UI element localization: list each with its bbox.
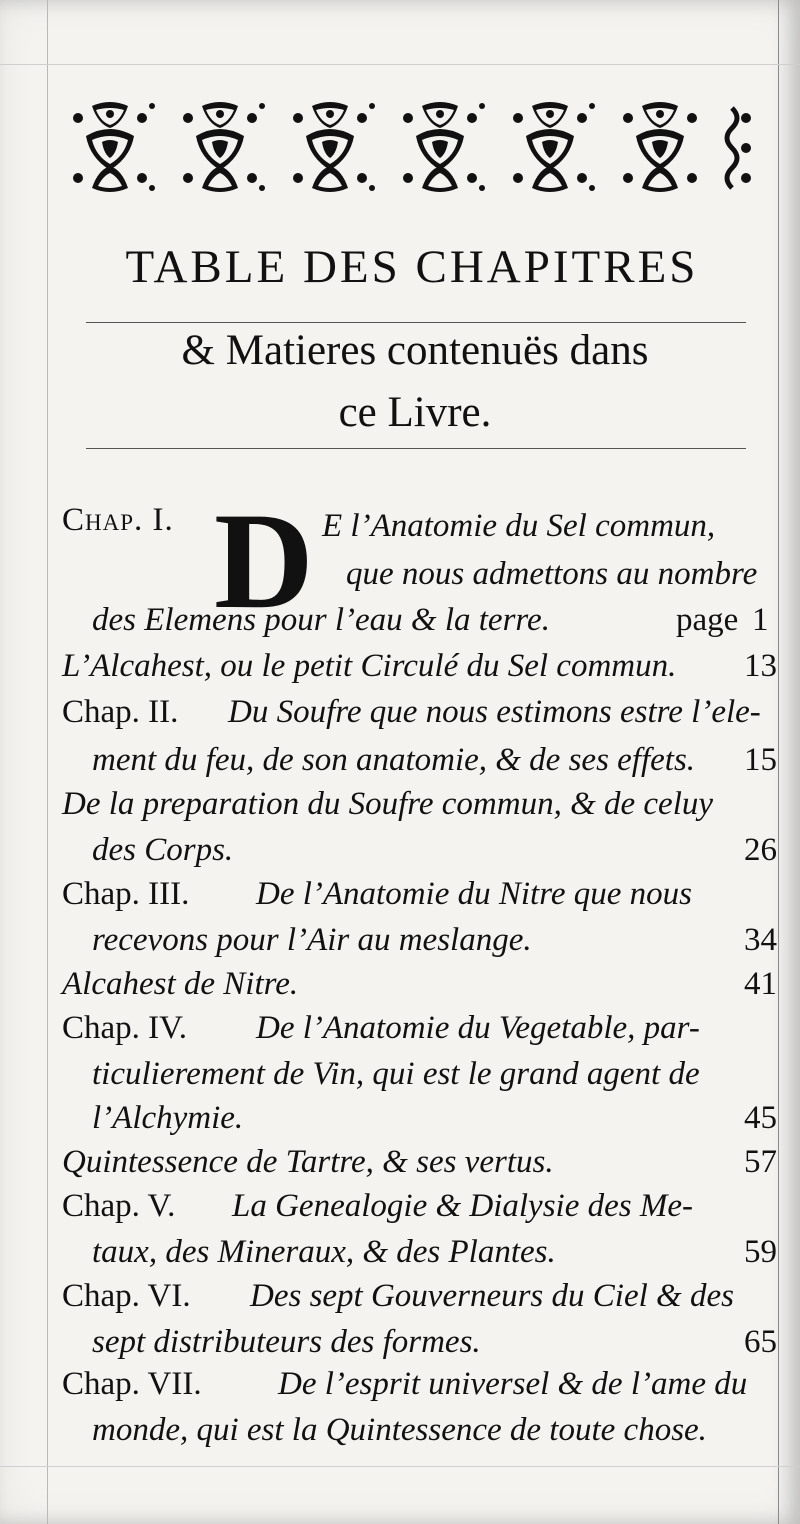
page-number: 45: [744, 1100, 777, 1136]
page-number: 1: [752, 602, 769, 638]
margin-rule-right: [778, 0, 779, 1524]
chapter-label: Chap. II.: [62, 694, 179, 730]
entry-text: Alcahest de Nitre.: [62, 966, 299, 1002]
margin-rule-top: [0, 64, 800, 65]
entry-text: ticulierement de Vin, qui est le grand agent de: [92, 1056, 700, 1092]
page-number: 57: [744, 1144, 777, 1180]
entry-text: des Corps.: [92, 832, 234, 868]
page-number: 26: [744, 832, 777, 868]
margin-rule-bottom: [0, 1466, 800, 1467]
page-number: 34: [744, 922, 777, 958]
chapter-label: Chap. IV.: [62, 1010, 187, 1046]
entry-text: De la preparation du Soufre commun, & de celuy: [62, 786, 714, 822]
page-number: 65: [744, 1324, 777, 1360]
chapter-label: Chap. I.: [62, 502, 174, 538]
chapter-label: Chap. V.: [62, 1188, 176, 1224]
entry-text: que nous admettons au nombre: [346, 556, 758, 592]
drop-cap-letter: D: [214, 484, 314, 637]
entry-text: sept distributeurs des formes.: [92, 1324, 481, 1360]
page-number: 41: [744, 966, 777, 1002]
page-title: TABLE DES CHAPITRES: [125, 241, 699, 293]
page-number: 59: [744, 1234, 777, 1270]
page-subtitle-cont: ce Livre.: [338, 389, 492, 436]
margin-rule-left: [47, 0, 48, 1524]
entry-text: Quintessence de Tartre, & ses vertus.: [62, 1144, 554, 1180]
entry-text: ment du feu, de son anatomie, & de ses effets.: [92, 742, 696, 778]
entry-text: La Genealogie & Dialysie des Me-: [232, 1188, 693, 1224]
chapter-label: Chap. VI.: [62, 1278, 191, 1314]
title-rule-bottom: [86, 448, 746, 449]
chapter-label: Chap. III.: [62, 876, 190, 912]
page-prefix: page: [676, 602, 739, 638]
ornamental-headpiece: [52, 88, 764, 210]
entry-text: De l’Anatomie du Vegetable, par-: [256, 1010, 700, 1046]
entry-text: Du Soufre que nous estimons estre l’ele-: [228, 694, 761, 730]
chapter-label: Chap. VII.: [62, 1366, 202, 1402]
entry-text: L’Alcahest, ou le petit Circulé du Sel commun.: [62, 648, 677, 684]
entry-text: E l’Anatomie du Sel commun,: [322, 508, 716, 544]
entry-text: l’Alchymie.: [92, 1100, 244, 1136]
entry-text: taux, des Mineraux, & des Plantes.: [92, 1234, 556, 1270]
page-subtitle: & Matieres contenuës dans: [181, 327, 649, 374]
page-number: 13: [744, 648, 777, 684]
entry-text: monde, qui est la Quintessence de toute chose.: [92, 1412, 707, 1448]
entry-text: Des sept Gouverneurs du Ciel & des: [250, 1278, 734, 1314]
entry-text: De l’esprit universel & de l’ame du: [278, 1366, 748, 1402]
entry-text: des Elemens pour l’eau & la terre.: [92, 602, 550, 638]
entry-text: recevons pour l’Air au meslange.: [92, 922, 532, 958]
page-number: 15: [744, 742, 777, 778]
title-rule-top: [86, 322, 746, 323]
entry-text: De l’Anatomie du Nitre que nous: [256, 876, 692, 912]
